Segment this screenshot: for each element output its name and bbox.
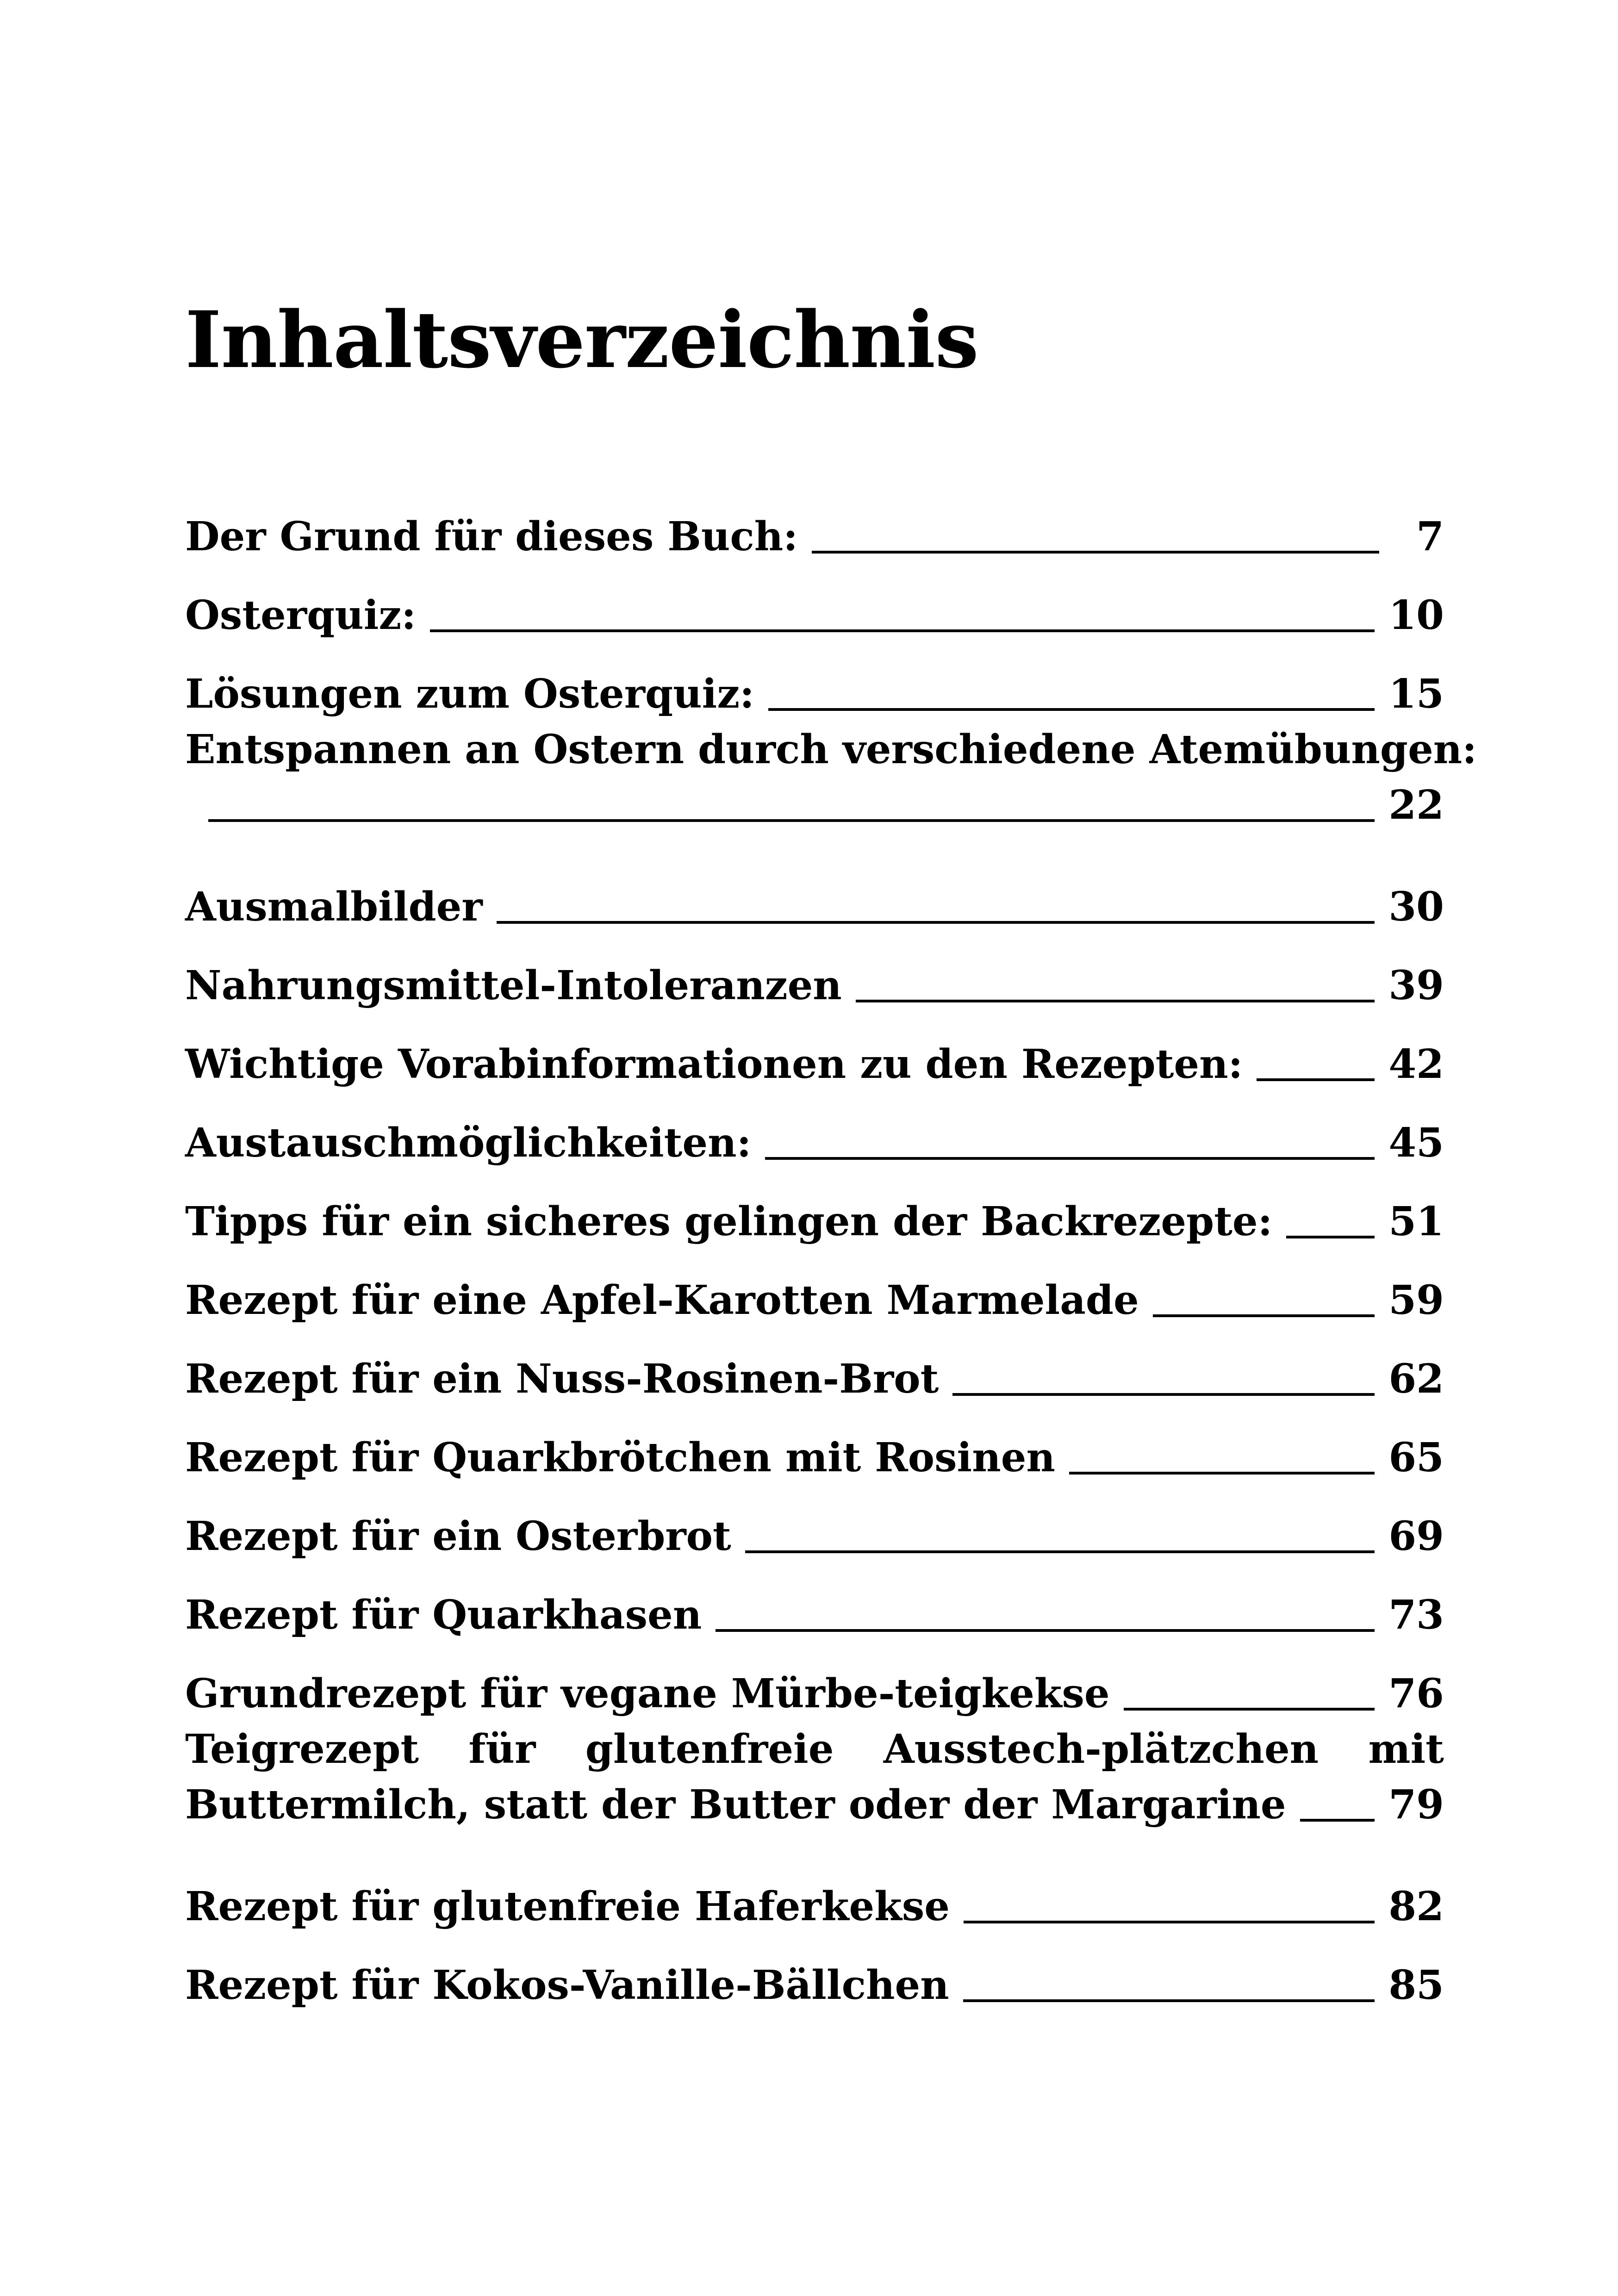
toc-leader-line [497, 921, 1375, 924]
toc-entry[interactable] [185, 565, 1444, 643]
toc-page-number: 62 [1388, 1356, 1444, 1402]
toc-entry[interactable] [185, 1564, 1444, 1643]
toc-entry[interactable] [185, 1935, 1444, 2013]
toc-entry[interactable] [185, 1407, 1444, 1486]
toc-leader-line [430, 629, 1375, 632]
toc-entry-title: Entspannen an Ostern durch verschiedene Atemübungen: [185, 726, 1477, 773]
toc-page-number: 85 [1388, 1962, 1444, 2009]
toc-entry[interactable] [185, 1722, 1444, 1856]
toc-page-number: 45 [1388, 1120, 1444, 1166]
toc-leader-line [812, 551, 1379, 554]
toc-entry-title: Rezept für ein Osterbrot [185, 1513, 731, 1560]
page-title: Inhaltsverzeichnis [185, 294, 978, 386]
toc-leader-line [765, 1157, 1375, 1160]
toc-entry[interactable] [185, 486, 1444, 565]
toc-leader-line [768, 708, 1375, 711]
toc-page-number: 82 [1388, 1883, 1444, 1930]
toc-entry-line [185, 1777, 1444, 1833]
toc-entry-line [185, 1722, 1444, 1777]
toc-entry[interactable] [185, 1328, 1444, 1407]
toc-page-number: 42 [1388, 1041, 1444, 1088]
toc-entry-title-line-1: Teigrezept für glutenfreie Ausstech-plätzchen mit [185, 1726, 1444, 1773]
toc-page-number: 73 [1388, 1592, 1444, 1638]
toc-entry-line [185, 778, 1444, 833]
toc-entry[interactable] [185, 935, 1444, 1014]
toc-entry-title: Lösungen zum Osterquiz: [185, 671, 754, 717]
toc-leader-line [716, 1629, 1375, 1632]
toc-entry[interactable] [185, 722, 1477, 856]
toc-leader-line [964, 1921, 1375, 1923]
toc-entry-title: Austauschmöglichkeiten: [185, 1120, 752, 1166]
toc-entry-title: Ausmalbilder [185, 884, 483, 930]
toc-entry-title: Rezept für eine Apfel-Karotten Marmelade [185, 1277, 1139, 1324]
toc-entry-title: Rezept für Quarkbrötchen mit Rosinen [185, 1434, 1055, 1481]
toc-leader-line [1286, 1236, 1375, 1238]
toc-entry[interactable] [185, 1250, 1444, 1328]
table-of-contents [185, 486, 1477, 2013]
toc-entry-title-line-2: Buttermilch, statt der Butter oder der Margarine [185, 1781, 1286, 1828]
toc-page-number: 39 [1388, 962, 1444, 1009]
toc-leader-line [856, 1000, 1375, 1002]
toc-leader-line [1069, 1472, 1375, 1475]
toc-entry-title: Rezept für glutenfreie Haferkekse [185, 1883, 950, 1930]
toc-entry-title: Nahrungsmittel-Intoleranzen [185, 962, 842, 1009]
toc-entry[interactable] [185, 1643, 1444, 1722]
toc-entry[interactable] [185, 1092, 1444, 1171]
toc-entry[interactable] [185, 1856, 1444, 1935]
toc-entry-title: Grundrezept für vegane Mürbe-teigkekse [185, 1670, 1110, 1717]
toc-leader-line [1153, 1314, 1375, 1317]
toc-page-number: 22 [1388, 782, 1444, 828]
toc-leader-line [208, 819, 1375, 822]
toc-entry[interactable] [185, 1014, 1444, 1092]
toc-page-number: 69 [1388, 1513, 1444, 1560]
toc-page-number: 10 [1388, 592, 1444, 639]
toc-leader-line [1124, 1708, 1375, 1711]
toc-leader-line [745, 1550, 1375, 1553]
toc-entry[interactable] [185, 856, 1444, 935]
toc-page-number: 15 [1388, 671, 1444, 717]
toc-entry[interactable] [185, 1486, 1444, 1564]
toc-entry-title: Osterquiz: [185, 592, 416, 639]
toc-leader-line [963, 1999, 1375, 2002]
toc-entry-title: Rezept für ein Nuss-Rosinen-Brot [185, 1356, 939, 1402]
toc-entry-title: Der Grund für dieses Buch: [185, 513, 798, 560]
toc-page-number: 65 [1388, 1434, 1444, 1481]
toc-page-number: 51 [1388, 1198, 1444, 1245]
toc-page-number: 30 [1388, 884, 1444, 930]
toc-entry-line [185, 722, 1477, 778]
toc-page-number: 76 [1388, 1670, 1444, 1717]
toc-entry[interactable] [185, 643, 1444, 722]
toc-page-number: 7 [1416, 513, 1444, 560]
toc-entry-title: Wichtige Vorabinformationen zu den Rezepten: [185, 1041, 1243, 1088]
toc-leader-line [952, 1393, 1375, 1396]
toc-entry-title: Rezept für Quarkhasen [185, 1592, 702, 1638]
toc-page-number: 79 [1388, 1781, 1444, 1828]
toc-page-number: 59 [1388, 1277, 1444, 1324]
toc-entry[interactable] [185, 1171, 1444, 1250]
toc-leader-line [1257, 1078, 1375, 1081]
toc-entry-title: Tipps für ein sicheres gelingen der Backrezepte: [185, 1198, 1273, 1245]
toc-leader-line [1300, 1819, 1375, 1822]
toc-entry-title: Rezept für Kokos-Vanille-Bällchen [185, 1962, 949, 2009]
